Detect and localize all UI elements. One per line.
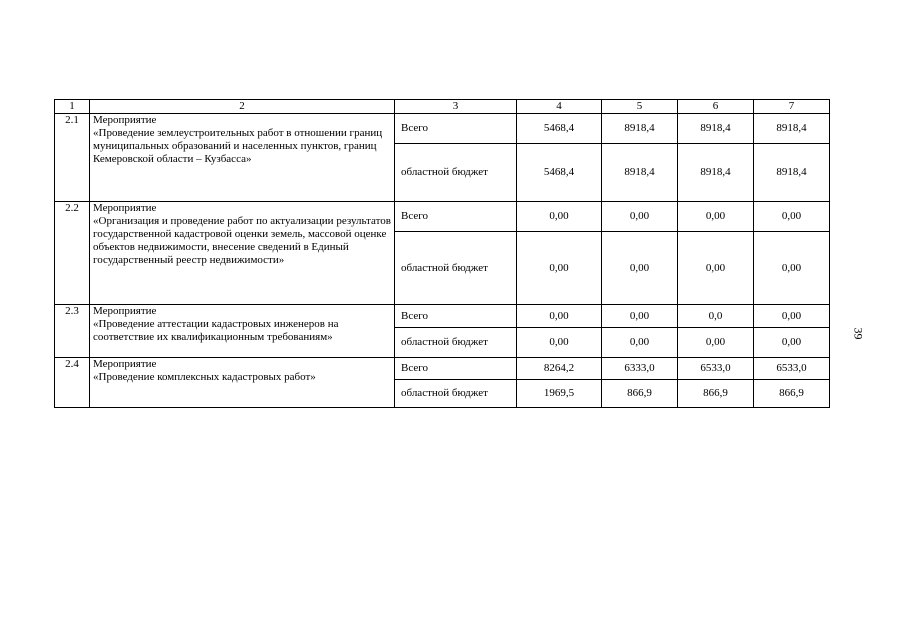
activity-title: Мероприятие (93, 358, 157, 370)
amount-cell: 6533,0 (678, 358, 754, 380)
table-body (55, 100, 830, 408)
amount-cell: 866,9 (602, 380, 678, 408)
item-number: 2.1 (55, 114, 90, 202)
amount-cell: 0,00 (517, 328, 602, 358)
amount-cell: 0,00 (602, 232, 678, 305)
amount-cell: 8264,2 (517, 358, 602, 380)
amount-cell: 8918,4 (678, 144, 754, 202)
item-number: 2.3 (55, 305, 90, 358)
amount-cell: 5468,4 (517, 144, 602, 202)
amount-cell: 0,00 (517, 232, 602, 305)
funding-source: Всего (395, 114, 517, 144)
amount-cell: 0,00 (754, 202, 830, 232)
header-cell: 4 (517, 100, 602, 114)
header-cell: 1 (55, 100, 90, 114)
amount-cell: 0,00 (602, 328, 678, 358)
activity-title: Мероприятие (93, 305, 157, 317)
header-cell: 2 (90, 100, 395, 114)
amount-cell: 0,00 (602, 305, 678, 328)
activity-text: «Проведение землеустроительных работ в отношении границ муниципальных образований и населенных пунктов, границ Кемеровской области – Кузбасса» (93, 127, 383, 165)
activity-description (90, 305, 395, 358)
activity-text: «Проведение аттестации кадастровых инженеров на соответствие их квалификационным требованиям» (93, 318, 339, 343)
table-row (55, 114, 830, 144)
amount-cell: 0,00 (517, 305, 602, 328)
header-cell: 7 (754, 100, 830, 114)
table-row (55, 202, 830, 232)
amount-cell: 1969,5 (517, 380, 602, 408)
header-row (55, 100, 830, 114)
page-number: 39 (851, 327, 866, 340)
amount-cell: 8918,4 (678, 114, 754, 144)
amount-cell: 0,00 (754, 232, 830, 305)
budget-table (54, 99, 830, 408)
activity-text: «Организация и проведение работ по актуализации результатов государственной кадастровой оценки земель, массовой оценке объектов недвижимости, внесение сведений в Единый государственный реестр недвижимости» (93, 215, 391, 266)
amount-cell: 0,00 (754, 305, 830, 328)
funding-source: Всего (395, 202, 517, 232)
amount-cell: 0,00 (678, 202, 754, 232)
amount-cell: 866,9 (754, 380, 830, 408)
table-row (55, 358, 830, 380)
amount-cell: 866,9 (678, 380, 754, 408)
activity-description (90, 202, 395, 305)
amount-cell: 0,00 (754, 328, 830, 358)
table-row (55, 305, 830, 328)
amount-cell: 8918,4 (602, 114, 678, 144)
amount-cell: 0,00 (602, 202, 678, 232)
amount-cell: 8918,4 (754, 114, 830, 144)
funding-source: областной бюджет (395, 232, 517, 305)
funding-source: областной бюджет (395, 380, 517, 408)
item-number: 2.2 (55, 202, 90, 305)
funding-source: Всего (395, 358, 517, 380)
amount-cell: 0,00 (678, 232, 754, 305)
header-cell: 5 (602, 100, 678, 114)
amount-cell: 0,00 (517, 202, 602, 232)
amount-cell: 0,0 (678, 305, 754, 328)
funding-source: областной бюджет (395, 328, 517, 358)
activity-description (90, 358, 395, 408)
funding-source: областной бюджет (395, 144, 517, 202)
amount-cell: 8918,4 (602, 144, 678, 202)
amount-cell: 0,00 (678, 328, 754, 358)
amount-cell: 6333,0 (602, 358, 678, 380)
item-number: 2.4 (55, 358, 90, 408)
amount-cell: 8918,4 (754, 144, 830, 202)
header-cell: 6 (678, 100, 754, 114)
funding-source: Всего (395, 305, 517, 328)
activity-title: Мероприятие (93, 114, 157, 126)
amount-cell: 5468,4 (517, 114, 602, 144)
activity-text: «Проведение комплексных кадастровых работ» (93, 371, 316, 383)
amount-cell: 6533,0 (754, 358, 830, 380)
activity-description (90, 114, 395, 202)
header-cell: 3 (395, 100, 517, 114)
activity-title: Мероприятие (93, 202, 157, 214)
